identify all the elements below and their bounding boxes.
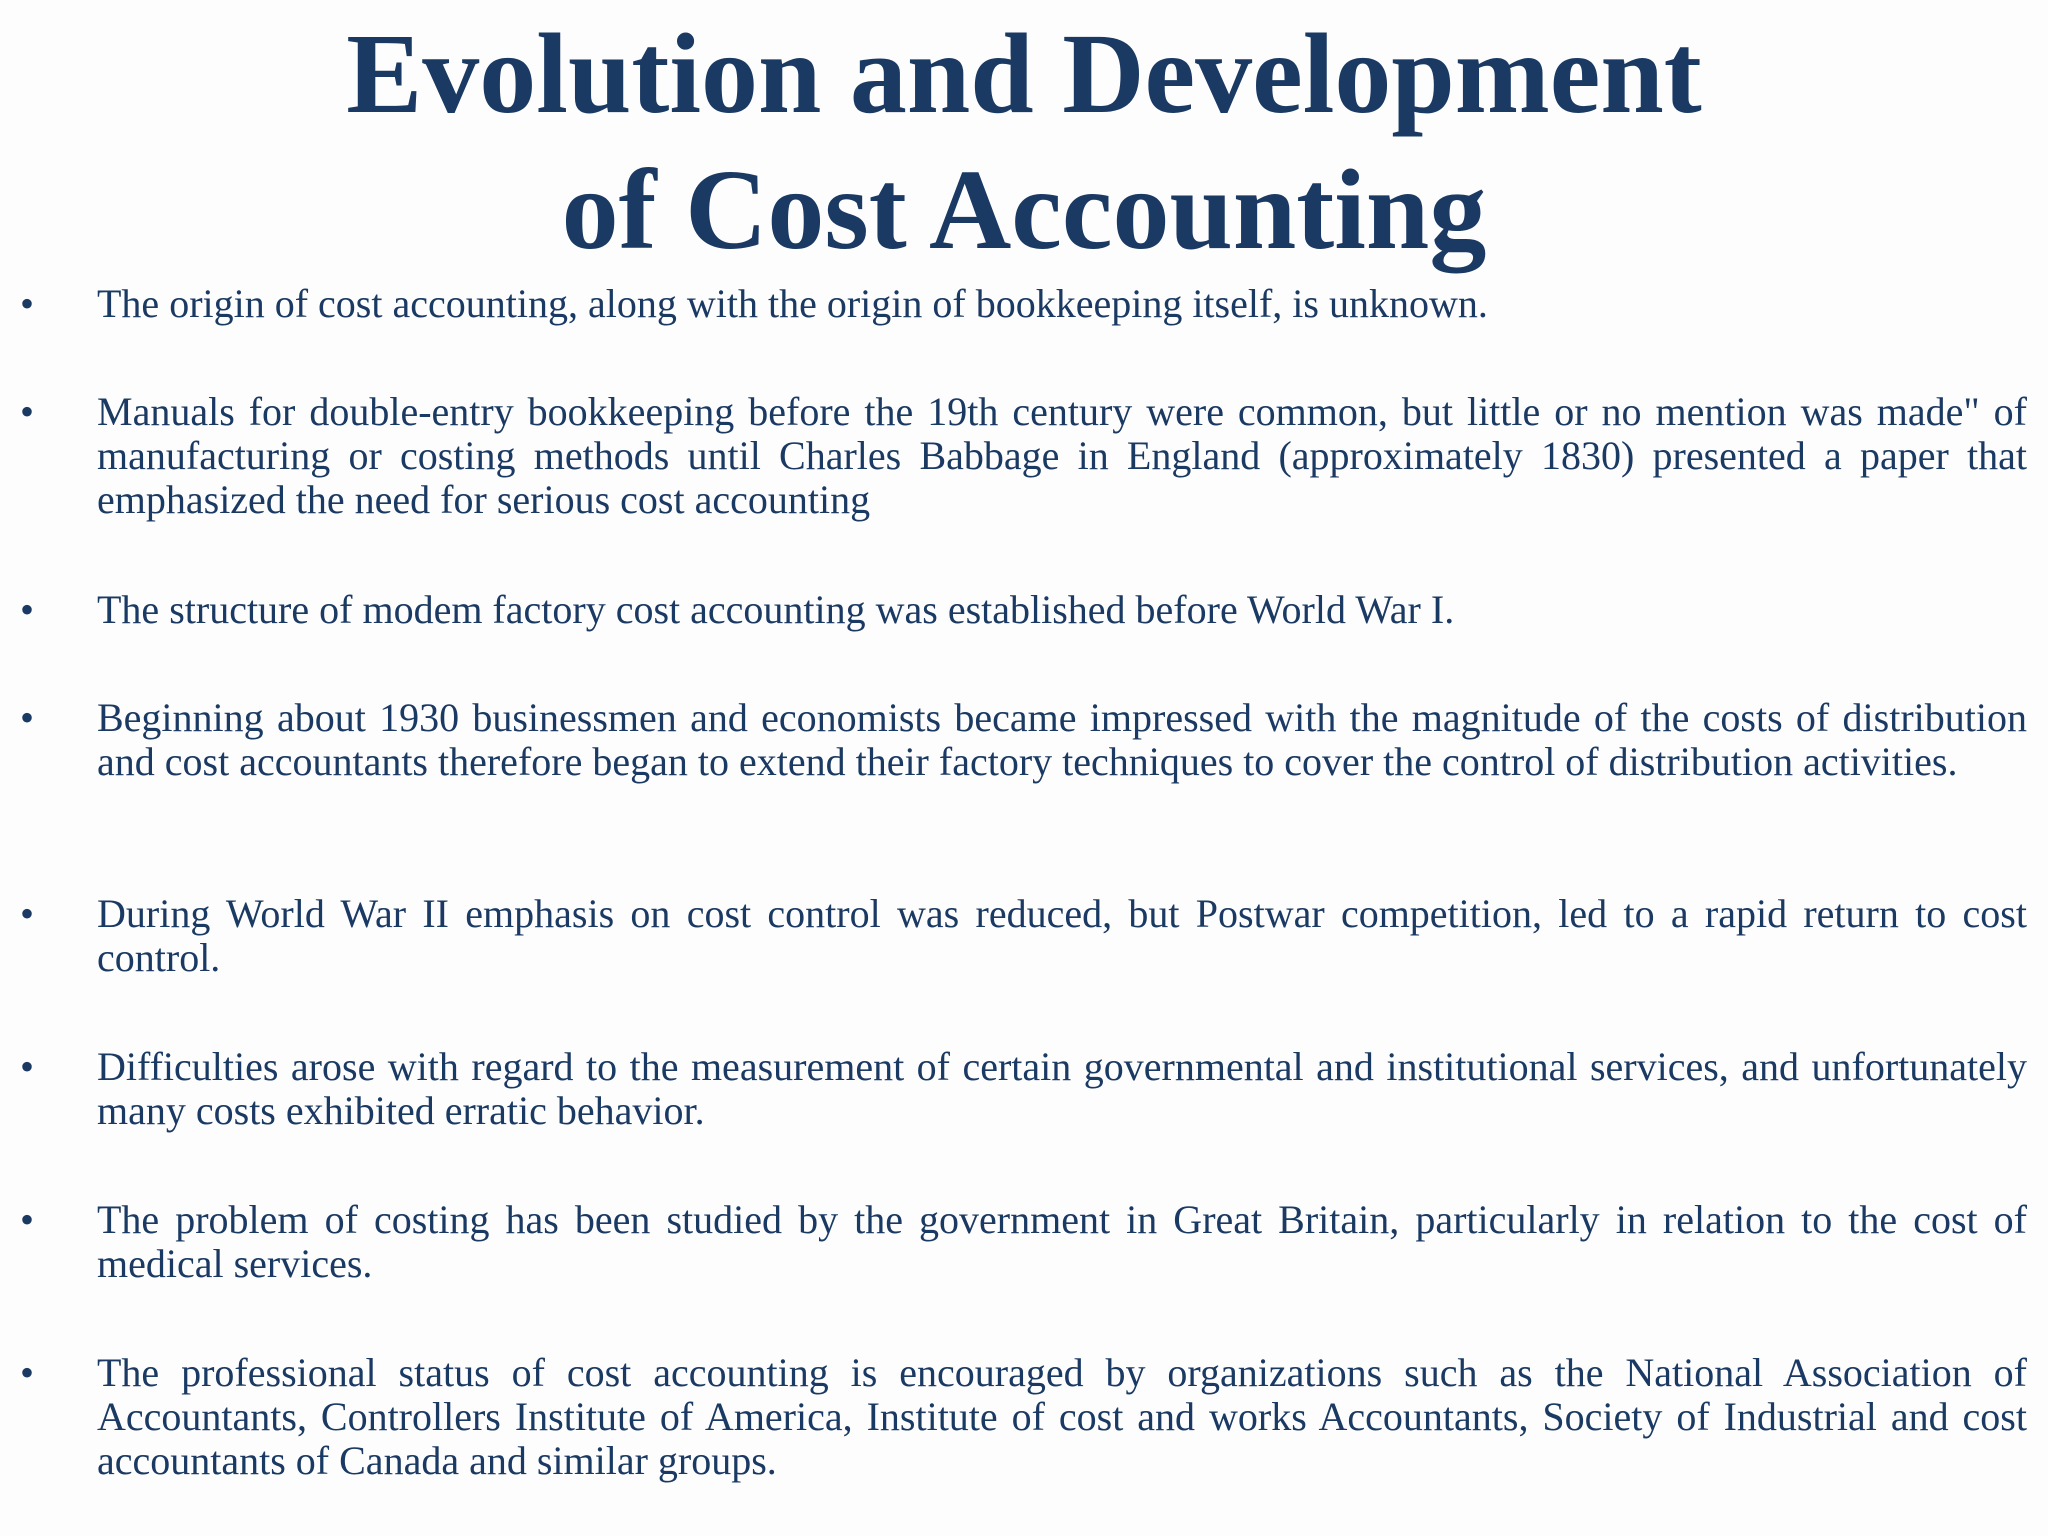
bullet-icon: • <box>20 891 35 936</box>
bullet-text: Beginning about 1930 businessmen and economists became impressed with the magnitude of the costs of distribution and cost accountants therefore began to extend their factory techniques to cover the control of distribution activities. <box>97 695 2027 784</box>
bullet-icon: • <box>20 1350 35 1395</box>
bullet-text: The problem of costing has been studied by the government in Great Britain, particularly in relation to the cost of medical services. <box>97 1197 2027 1286</box>
bullet-text: The origin of cost accounting, along with the origin of bookkeeping itself, is unknown. <box>97 281 1488 326</box>
bullet-text: The structure of modem factory cost accounting was established before World War I. <box>97 587 1455 632</box>
bullet-text: Difficulties arose with regard to the measurement of certain governmental and institutional services, and unfortunately many costs exhibited erratic behavior. <box>97 1044 2027 1133</box>
slide-title-line-2: of Cost Accounting <box>561 146 1487 273</box>
bullet-icon: • <box>20 1197 35 1242</box>
bullet-text: During World War II emphasis on cost control was reduced, but Postwar competition, led to a rapid return to cost control. <box>97 891 2027 980</box>
bullet-icon: • <box>20 695 35 740</box>
bullet-text: Manuals for double-entry bookkeeping before the 19th century were common, but little or no mention was made" of manufacturing or costing methods until Charles Babbage in England (approximately 1830) presented a paper that emphasized the need for serious cost accounting <box>97 389 2027 522</box>
bullet-icon: • <box>20 1044 35 1089</box>
slide-title-line-1: Evolution and Development <box>346 10 1702 137</box>
bullet-icon: • <box>20 389 35 434</box>
bullet-icon: • <box>20 587 35 632</box>
bullet-text: The professional status of cost accounting is encouraged by organizations such as the National Association of Accountants, Controllers Institute of America, Institute of cost and works Accountants, Society of Industrial and cost accountants of Canada and similar groups. <box>97 1350 2027 1483</box>
bullet-icon: • <box>20 281 35 326</box>
